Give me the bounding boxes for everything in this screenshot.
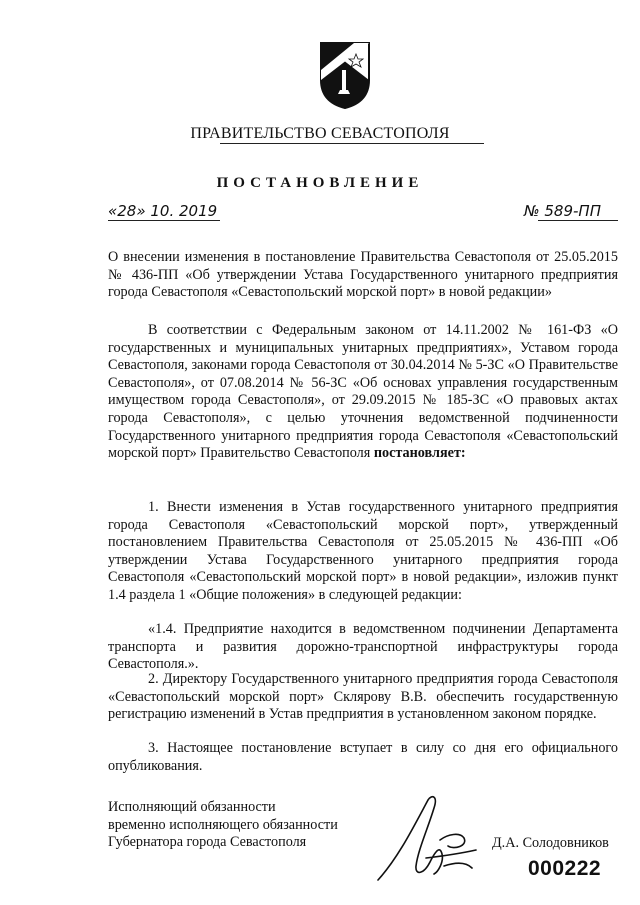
signatory-position-line: Исполняющий обязанности — [108, 799, 276, 815]
preamble-text: В соответствии с Федеральным законом от 14.11.2002 № 161-ФЗ «О государственных и муниципальных унитарных предприятиях», Уставом города Севастополя, законами города Севастополя от 30.04.2014 № 5-ЗС «О Правительстве Севастополя», от 07.08.2014 № 56-ЗС «Об основах управления государственным имуществом города Севастополя», от 29.09.2015 № 185-ЗС «О правовых актах города Севастополя», с целью уточнения ведомственной подчиненности Государственного унитарного предприятия города Севастополя «Севастопольский морской порт» Правительство Севастополя — [108, 322, 618, 462]
header-divider — [220, 143, 484, 144]
handwritten-signature — [368, 788, 486, 888]
signatory-position-line: Губернатора города Севастополя — [108, 834, 307, 851]
number-underline — [538, 220, 618, 221]
resolves-word: постановляет: — [373, 445, 466, 462]
serial-number: 000222 — [528, 857, 602, 880]
document-type: ПОСТАНОВЛЕНИЕ — [216, 175, 424, 191]
date-underline — [108, 220, 220, 221]
government-title: ПРАВИТЕЛЬСТВО СЕВАСТОПОЛЯ — [190, 125, 450, 142]
sevastopol-coat-of-arms-icon — [318, 40, 372, 110]
signatory-position-line: временно исполняющего обязанности — [108, 816, 338, 833]
item-2: 2. Директору Государственного унитарного предприятия города Севастополя «Севастопольский морской порт» Склярову В.В. обеспечить государственную регистрацию изменений в Устав предприятия в установленном законом порядке. — [108, 671, 618, 723]
item-3: 3. Настоящее постановление вступает в силу со дня его официального опубликования. — [108, 740, 618, 774]
signatory-name: Д.А. Солодовников — [492, 835, 609, 851]
item-1: 1. Внести изменения в Устав государственного унитарного предприятия города Севастополя «Севастопольский морской порт», утвержденный постановлением Правительства Севастополя от 25.05.2015 № 436-ПП «Об утверждении Устава Государственного унитарного предприятия города Севастополя «Севастопольский морской порт» в новой редакции», изложив пункт 1.4 раздела 1 «Общие положения» в следующей редакции: — [108, 499, 618, 603]
signatory-position — [108, 799, 338, 852]
document-subject: О внесении изменения в постановление Правительства Севастополя от 25.05.2015 № 436-ПП «Об утверждении Устава Государственного унитарного предприятия города Севастополя «Севастопольский морской порт» в новой редакции» — [108, 249, 618, 301]
document-number: № 589-ПП — [524, 202, 601, 220]
preamble — [108, 322, 618, 463]
item-1-quote: «1.4. Предприятие находится в ведомственном подчинении Департамента транспорта и развития дорожно-транспортной инфраструктуры города Севастополя.». — [108, 621, 618, 673]
document-date: «28» 10. 2019 — [108, 202, 218, 220]
